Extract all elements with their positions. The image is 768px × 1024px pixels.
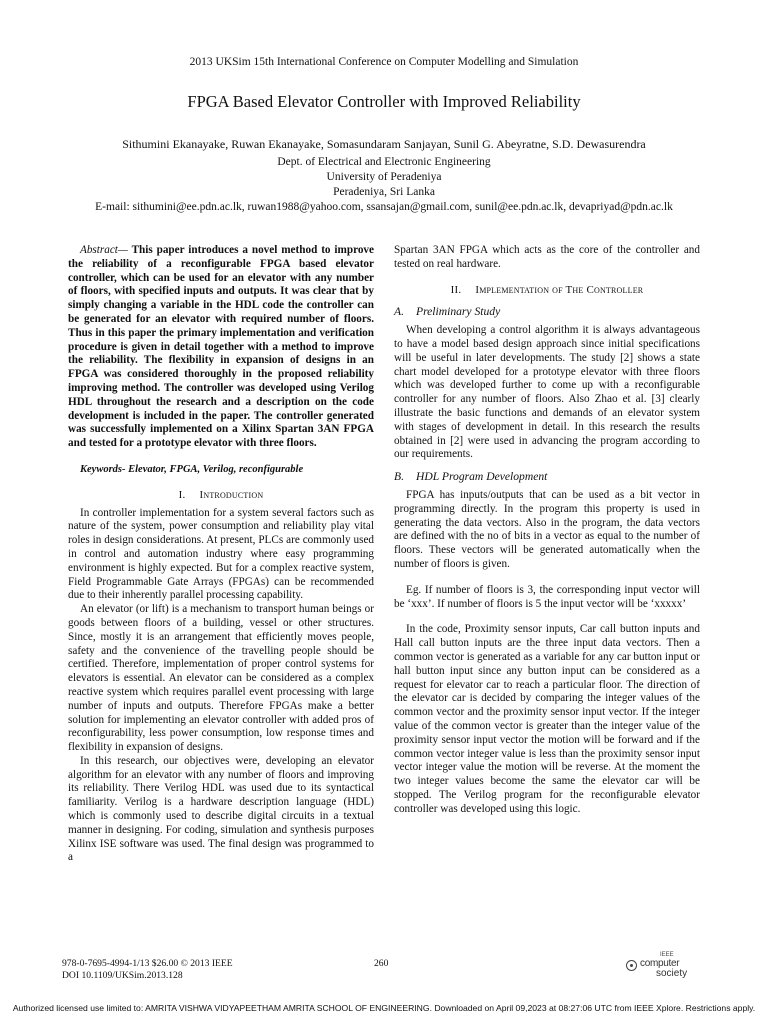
- logo-text-ieee: IEEE: [660, 952, 674, 958]
- ieee-computer-society-logo: [626, 952, 706, 980]
- right-column: [394, 244, 700, 816]
- footer-doi: DOI 10.1109/UKSim.2013.128: [62, 970, 183, 981]
- preliminary-paragraph: When developing a control algorithm it is always advantageous to have a model based design approach since initial specifications will be useful in later developments. The study [2] shows a state chart model developed for a prototype elevator with three floors which was developed further to come up with a reconfigurable controller for any number of floors. Also Zhao et al. [3] clearly illustrate the basic functions and demands of an elevator system with stages of development in detail. In this research the results obtained in [2] were used in advancing the program according to our requirements.: [394, 324, 700, 461]
- subsection-heading-hdl: [394, 470, 700, 484]
- left-column: [68, 244, 374, 865]
- abstract-lead: Abstract—: [80, 244, 128, 256]
- subsection-heading-preliminary: [394, 305, 700, 319]
- section-number: I.: [178, 488, 186, 501]
- subsection-letter: A.: [394, 305, 404, 319]
- section-number: II.: [450, 283, 462, 296]
- affiliation-block: [0, 155, 768, 215]
- paper-title: FPGA Based Elevator Controller with Improved Reliability: [187, 92, 581, 111]
- abstract: [68, 244, 374, 451]
- section-heading-implementation: [394, 284, 700, 298]
- logo-text-society: society: [656, 968, 688, 979]
- subsection-letter: B.: [394, 470, 404, 484]
- section-title: Introduction: [199, 488, 264, 501]
- hdl-paragraph-1: FPGA has inputs/outputs that can be used as a bit vector in programming directly. In the program this property is used in generating the data vectors. Also in the program, the data vectors are defined with the no of bits in a vector as equal to the number of floors. These vectors will be generated automatically when the number of floors is given.: [394, 488, 700, 570]
- abstract-body: This paper introduces a novel method to improve the reliability of a reconfigurable FPGA based elevator controller, which can be used for an elevator with any number of floors, with specified inputs and outputs. It was clear that by simply changing a variable in the HDL code the controller can be generated for an elevator with required number of floors. Thus in this paper the primary implementation and verification procedure is given in detail together with a method to improve the reliability. The flexibility in expansion of designs in an FPGA was considered thoroughly in the proposed reliability improving method. The controller was developed using Verilog HDL throughout the research and a description on the code development is included in the paper. The controller generated was successfully implemented on a Xilinx Spartan 3AN FPGA and tested for a prototype elevator with three floors.: [68, 244, 374, 450]
- continuation-paragraph: Spartan 3AN FPGA which acts as the core of the controller and tested on real hardware.: [394, 244, 700, 270]
- subsection-title: HDL Program Development: [415, 470, 548, 484]
- authorization-notice: Authorized licensed use limited to: AMRITA VISHWA VIDYAPEETHAM AMRITA SCHOOL OF ENGINEERING. Downloaded on April 09,2023 at 08:27:06 UTC from IEEE Xplore. Restrictions apply.: [12, 1003, 756, 1013]
- footer-isbn: 978-0-7695-4994-1/13 $26.00 © 2013 IEEE: [62, 958, 233, 969]
- section-heading-introduction: [68, 489, 374, 503]
- affiliation-emails: E-mail: sithumini@ee.pdn.ac.lk, ruwan1988@yahoo.com, ssansajan@gmail.com, sunil@ee.pdn.ac.lk, devapriyad@pdn.ac.lk: [95, 201, 673, 213]
- ieee-logo-icon: [626, 960, 637, 971]
- intro-paragraph-1: In controller implementation for a system several factors such as nature of the system, power consumption and reliability play vital roles in design considerations. At present, PLCs are commonly used in control and automation industry where easy programming environment is highly expected. But for a complex reactive system, Field Programmable Gate Arrays (FPGAs) can be recommended due to their inherently parallel processing capability.: [68, 506, 374, 602]
- affiliation-university: University of Peradeniya: [326, 171, 442, 183]
- hdl-paragraph-3: In the code, Proximity sensor inputs, Car call button inputs and Hall call button inputs are the three input data vectors. Then a common vector is generated as a variable for any car button input or hall button input since any button input can be considered as a request for elevator car to reach a particular floor. The direction of the elevator car is decided by comparing the integer values of the common vector and the proximity sensor input vector. If the integer value of the common vector is greater than the integer value of the proximity sensor input vector the motion will be forward and if the common vector integer value is less than the proximity sensor input vector integer value the motion will be reverse. At the moment the two integer values become the same the elevator car will be stopped. The Verilog program for the reconfigurable elevator controller was developed using this logic.: [394, 623, 700, 815]
- intro-paragraph-3: In this research, our objectives were, developing an elevator algorithm for an elevator with any number of floors and improving its reliability. There Verilog HDL was used due to its syntactical familiarity. Verilog is a hardware description language (HDL) which is commonly used to describe digital circuits in a textual manner in designing. For coding, simulation and synthesis purposes Xilinx ISE software was used. The final design was programmed to a: [68, 754, 374, 864]
- footer-copyright: [62, 958, 233, 982]
- logo-text-computer: computer: [640, 958, 680, 969]
- subsection-title: Preliminary Study: [415, 305, 501, 319]
- affiliation-location: Peradeniya, Sri Lanka: [333, 186, 435, 198]
- page-number: 260: [374, 958, 389, 969]
- author-list: Sithumini Ekanayake, Ruwan Ekanayake, Somasundaram Sanjayan, Sunil G. Abeyratne, S.D. Dewasurendra: [122, 137, 646, 151]
- affiliation-department: Dept. of Electrical and Electronic Engineering: [277, 156, 491, 168]
- keywords: Keywords- Elevator, FPGA, Verilog, reconfigurable: [80, 463, 304, 475]
- conference-name: 2013 UKSim 15th International Conference on Computer Modelling and Simulation: [189, 56, 579, 68]
- section-title: Implementation of The Controller: [475, 283, 644, 296]
- intro-paragraph-2: An elevator (or lift) is a mechanism to transport human beings or goods between floors of a building, vessel or other structures. Since, mostly it is an arrangement that efficiently moves people, safety and the convenience of the travelling people should be certified. Therefore, implementation of proper control systems for elevators is essential. An elevator can be considered as a complex reactive system which requires parallel event processing with large number of inputs and outputs. Therefore FPGAs make a better solution for implementing an elevator controller with added pros of reconfigurability, less power consumption, low response times and flexibility in expansion of designs.: [68, 603, 374, 754]
- hdl-paragraph-example: Eg. If number of floors is 3, the corresponding input vector will be ‘xxx’. If number of floors is 5 the input vector will be ‘xxxxx’: [394, 583, 700, 610]
